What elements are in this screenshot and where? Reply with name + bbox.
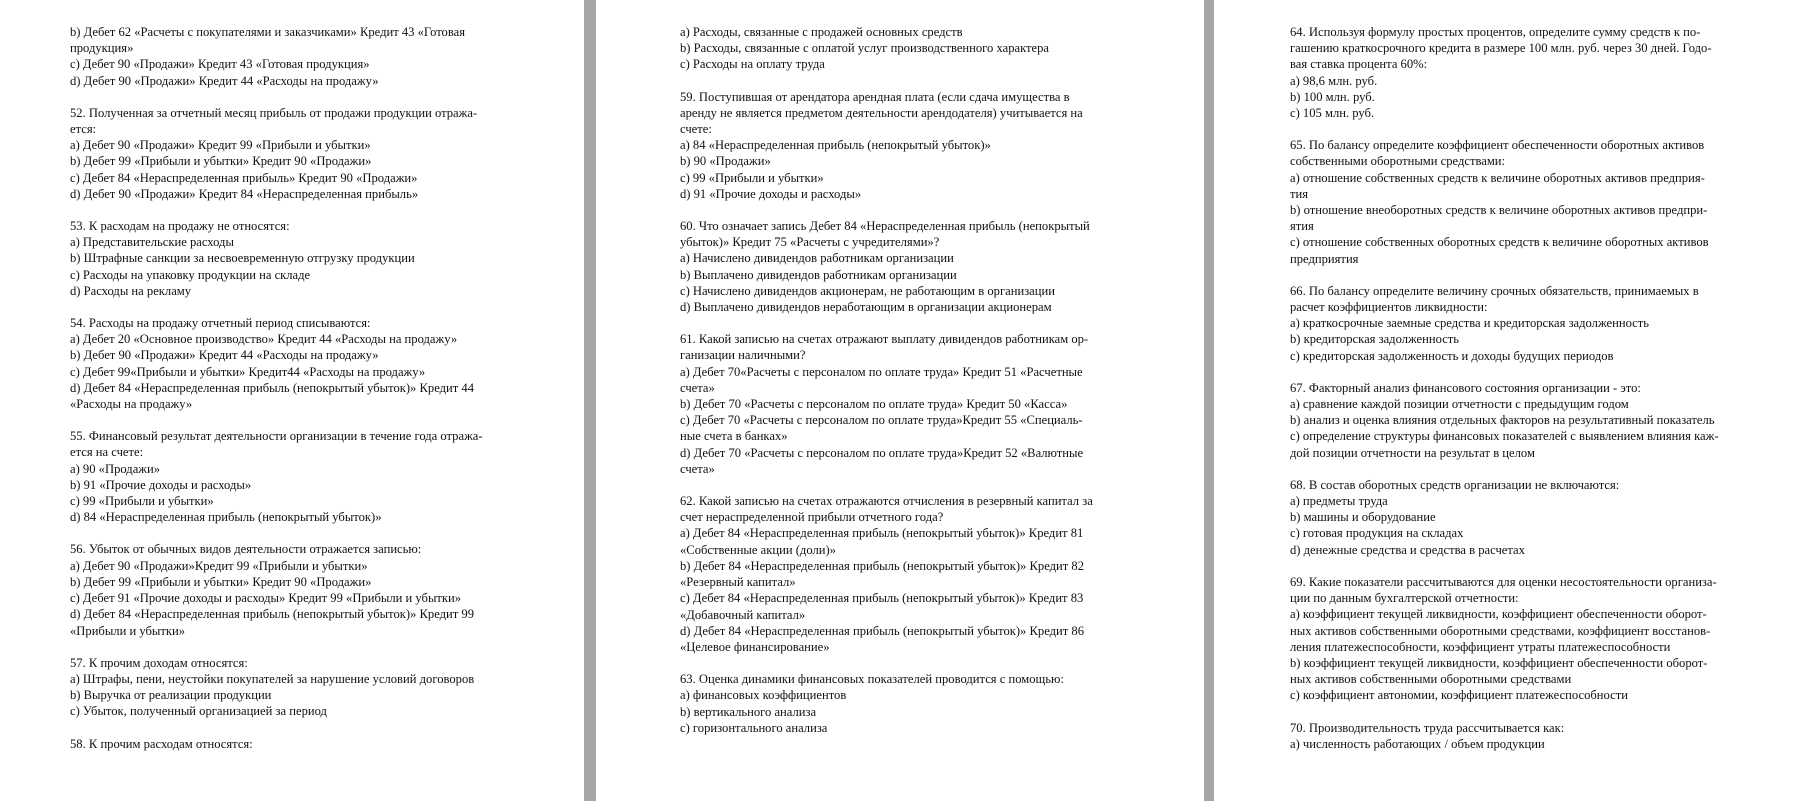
question-block (1290, 137, 1784, 267)
question-block (1290, 283, 1784, 364)
text-line: a) Дебет 90 «Продажи»Кредит 99 «Прибыли и убытки» (70, 558, 368, 573)
text-line: c) готовая продукция на складах (1290, 526, 1464, 541)
question-block (680, 24, 1164, 73)
text-line: b) кредиторская задолженность (1290, 332, 1460, 347)
text-line: c) определение структуры финансовых показателей с выявлением влияния каж- (1290, 429, 1719, 444)
text-line: d) 84 «Нераспределенная прибыль (непокрытый убыток)» (70, 510, 382, 525)
text-line: b) Дебет 84 «Нераспределенная прибыль (непокрытый убыток)» Кредит 82 (680, 558, 1085, 573)
text-line: d) Выплачено дивидендов неработающим в организации акционерам (680, 300, 1052, 315)
text-line: 60. Что означает запись Дебет 84 «Нераспределенная прибыль (непокрытый (680, 219, 1090, 234)
text-line: d) Дебет 90 «Продажи» Кредит 84 «Нераспределенная прибыль» (70, 186, 419, 201)
text-line: аренду не является предметом деятельности арендодателя) учитывается на (680, 105, 1083, 120)
text-line: c) Убыток, полученный организацией за период (70, 704, 327, 719)
text-line: 66. По балансу определите величину срочных обязательств, принимаемых в (1290, 283, 1699, 298)
text-line: a) 90 «Продажи» (70, 461, 161, 476)
text-line: счете: (680, 122, 712, 137)
text-line: b) анализ и оценка влияния отдельных факторов на результативный показатель (1290, 413, 1715, 428)
text-line: c) Дебет 70 «Расчеты с персоналом по оплате труда»Кредит 55 «Специаль- (680, 413, 1083, 428)
text-line: 52. Полученная за отчетный месяц прибыль от продажи продукции отража- (70, 105, 478, 120)
text-line: продукция» (70, 41, 134, 56)
text-line: 70. Производительность труда рассчитывается как: (1290, 720, 1565, 735)
text-line: b) 100 млн. руб. (1290, 89, 1375, 104)
text-line: a) Расходы, связанные с продажей основных средств (680, 25, 963, 39)
text-line: a) Начислено дивидендов работникам организации (680, 251, 954, 266)
text-line: c) отношение собственных оборотных средств к величине оборотных активов (1290, 235, 1709, 250)
page-1 (0, 0, 584, 801)
text-line: c) Начислено дивидендов акционерам, не работающим в организации (680, 283, 1055, 298)
text-line: тия (1290, 186, 1309, 201)
text-line: 59. Поступившая от арендатора арендная плата (если сдача имущества в (680, 89, 1070, 104)
text-line: «Резервный капитал» (680, 575, 796, 590)
text-line: счета» (680, 380, 715, 395)
text-line: c) 99 «Прибыли и убытки» (70, 494, 214, 509)
text-line: 57. К прочим доходам относятся: (70, 655, 248, 670)
text-line: d) Дебет 70 «Расчеты с персоналом по оплате труда»Кредит 52 «Валютные (680, 445, 1084, 460)
text-line: 56. Убыток от обычных видов деятельности отражается записью: (70, 542, 422, 557)
question-block (70, 218, 570, 299)
text-line: c) 99 «Прибыли и убытки» (680, 170, 824, 185)
text-line: предприятия (1290, 251, 1359, 266)
text-line: ных активов собственными оборотными средствами, коэффициент восстанов- (1290, 623, 1711, 638)
text-line: 61. Какой записью на счетах отражают выплату дивидендов работникам ор- (680, 332, 1089, 347)
text-line: «Добавочный капитал» (680, 607, 806, 622)
text-line: 69. Какие показатели рассчитываются для оценки несостоятельности организа- (1290, 574, 1717, 589)
text-line: b) Расходы, связанные с оплатой услуг производственного характера (680, 41, 1050, 56)
text-line: c) Дебет 90 «Продажи» Кредит 43 «Готовая продукция» (70, 57, 370, 72)
text-line: d) денежные средства и средства в расчетах (1290, 542, 1525, 557)
text-line: b) Дебет 62 «Расчеты с покупателями и заказчиками» Кредит 43 «Готовая (70, 25, 466, 39)
question-block (1290, 720, 1784, 752)
text-line: a) 98,6 млн. руб. (1290, 73, 1378, 88)
text-line: a) Дебет 90 «Продажи» Кредит 99 «Прибыли и убытки» (70, 138, 371, 153)
text-line: ганизации наличными? (680, 348, 806, 363)
text-line: счет нераспределенной прибыли отчетного года? (680, 510, 944, 525)
text-line: b) вертикального анализа (680, 704, 817, 719)
text-line: c) горизонтального анализа (680, 720, 828, 735)
text-line: a) Представительские расходы (70, 235, 234, 250)
text-line: a) численность работающих / объем продукции (1290, 736, 1545, 751)
text-line: 68. В состав оборотных средств организации не включаются: (1290, 477, 1620, 492)
text-line: c) Дебет 84 «Нераспределенная прибыль (непокрытый убыток)» Кредит 83 (680, 591, 1084, 606)
text-line: ется на счете: (70, 445, 144, 460)
text-line: «Расходы на продажу» (70, 397, 193, 412)
text-line: «Собственные акции (доли)» (680, 542, 836, 557)
text-line: a) краткосрочные заемные средства и кредиторская задолженность (1290, 316, 1650, 331)
question-block (680, 671, 1164, 736)
text-line: c) коэффициент автономии, коэффициент платежеспособности (1290, 688, 1628, 703)
text-line: c) Дебет 99«Прибыли и убытки» Кредит44 «Расходы на продажу» (70, 364, 426, 379)
text-line: d) Дебет 84 «Нераспределенная прибыль (непокрытый убыток)» Кредит 44 (70, 380, 475, 395)
text-line: b) Дебет 99 «Прибыли и убытки» Кредит 90 «Продажи» (70, 154, 372, 169)
text-line: d) 91 «Прочие доходы и расходы» (680, 186, 862, 201)
text-line: a) Дебет 20 «Основное производство» Кредит 44 «Расходы на продажу» (70, 332, 458, 347)
text-line: a) коэффициент текущей ликвидности, коэффициент обеспеченности оборот- (1290, 607, 1707, 622)
text-line: a) сравнение каждой позиции отчетности с предыдущим годом (1290, 397, 1629, 412)
question-block (70, 24, 570, 89)
text-line: гашению краткосрочного кредита в размере 100 млн. руб. через 30 дней. Годо- (1290, 41, 1712, 56)
text-line: b) Дебет 70 «Расчеты с персоналом по оплате труда» Кредит 50 «Касса» (680, 397, 1068, 412)
text-line: a) отношение собственных средств к величине оборотных активов предприя- (1290, 170, 1705, 185)
text-line: b) Дебет 90 «Продажи» Кредит 44 «Расходы на продажу» (70, 348, 379, 363)
text-line: 55. Финансовый результат деятельности организации в течение года отража- (70, 429, 483, 444)
text-line: 64. Используя формулу простых процентов, определите сумму средств к по- (1290, 25, 1701, 39)
page-2 (596, 0, 1204, 801)
text-line: счета» (680, 461, 715, 476)
question-block (680, 89, 1164, 202)
text-line: b) 90 «Продажи» (680, 154, 771, 169)
text-line: d) Дебет 90 «Продажи» Кредит 44 «Расходы на продажу» (70, 73, 379, 88)
text-line: b) Выплачено дивидендов работникам организации (680, 267, 957, 282)
text-line: a) предметы труда (1290, 494, 1388, 509)
text-line: ятия (1290, 219, 1314, 234)
text-line: c) кредиторская задолженность и доходы будущих периодов (1290, 348, 1614, 363)
text-line: ции по данным бухгалтерской отчетности: (1290, 591, 1519, 606)
text-line: c) Расходы на оплату труда (680, 57, 825, 72)
text-line: d) Дебет 84 «Нераспределенная прибыль (непокрытый убыток)» Кредит 99 (70, 607, 475, 622)
text-line: b) Штрафные санкции за несвоевременную отгрузку продукции (70, 251, 415, 266)
question-block (70, 655, 570, 720)
text-line: «Целевое финансирование» (680, 639, 830, 654)
text-line: собственными оборотными средствами: (1290, 154, 1506, 169)
question-block (1290, 574, 1784, 704)
question-block (680, 218, 1164, 315)
text-line: 62. Какой записью на счетах отражаются отчисления в резервный капитал за (680, 494, 1093, 509)
text-line: 65. По балансу определите коэффициент обеспеченности оборотных активов (1290, 138, 1705, 153)
question-block (1290, 477, 1784, 558)
text-line: c) Расходы на упаковку продукции на складе (70, 267, 311, 282)
text-line: b) коэффициент текущей ликвидности, коэффициент обеспеченности оборот- (1290, 655, 1708, 670)
question-block (1290, 380, 1784, 461)
text-line: вая ставка процента 60%: (1290, 57, 1428, 72)
question-block (70, 736, 570, 752)
text-line: a) Штрафы, пени, неустойки покупателей за нарушение условий договоров (70, 671, 475, 686)
text-line: 58. К прочим расходам относятся: (70, 736, 253, 751)
text-line: b) Дебет 99 «Прибыли и убытки» Кредит 90 «Продажи» (70, 574, 372, 589)
question-block (70, 428, 570, 525)
question-block (680, 331, 1164, 477)
text-line: d) Дебет 84 «Нераспределенная прибыль (непокрытый убыток)» Кредит 86 (680, 623, 1085, 638)
text-line: 63. Оценка динамики финансовых показателей проводится с помощью: (680, 672, 1064, 687)
text-line: c) Дебет 91 «Прочие доходы и расходы» Кредит 99 «Прибыли и убытки» (70, 591, 462, 606)
text-line: «Прибыли и убытки» (70, 623, 186, 638)
text-line: a) Дебет 70«Расчеты с персоналом по оплате труда» Кредит 51 «Расчетные (680, 364, 1083, 379)
text-line: d) Расходы на рекламу (70, 283, 192, 298)
text-line: a) финансовых коэффициентов (680, 688, 847, 703)
text-line: c) 105 млн. руб. (1290, 106, 1375, 121)
text-line: дой позиции отчетности на результат в целом (1290, 445, 1535, 460)
question-block (1290, 24, 1784, 121)
page-3 (1214, 0, 1806, 801)
text-line: ных активов собственными оборотными средствами (1290, 672, 1572, 687)
text-line: c) Дебет 84 «Нераспределенная прибыль» Кредит 90 «Продажи» (70, 170, 418, 185)
text-line: 53. К расходам на продажу не относятся: (70, 219, 290, 234)
question-block (680, 493, 1164, 655)
text-line: ется: (70, 122, 97, 137)
text-line: убыток)» Кредит 75 «Расчеты с учредителями»? (680, 235, 940, 250)
text-line: b) 91 «Прочие доходы и расходы» (70, 477, 252, 492)
text-line: ные счета в банках» (680, 429, 788, 444)
text-line: 67. Факторный анализ финансового состояния организации - это: (1290, 380, 1641, 395)
text-line: b) машины и оборудование (1290, 510, 1436, 525)
question-block (70, 541, 570, 638)
text-line: b) отношение внеоборотных средств к величине оборотных активов предпри- (1290, 203, 1708, 218)
text-line: ления платежеспособности, коэффициент утраты платежеспособности (1290, 639, 1671, 654)
question-block (70, 105, 570, 202)
text-line: a) 84 «Нераспределенная прибыль (непокрытый убыток)» (680, 138, 991, 153)
text-line: 54. Расходы на продажу отчетный период списываются: (70, 316, 371, 331)
text-line: b) Выручка от реализации продукции (70, 688, 272, 703)
text-line: a) Дебет 84 «Нераспределенная прибыль (непокрытый убыток)» Кредит 81 (680, 526, 1084, 541)
question-block (70, 315, 570, 412)
text-line: расчет коэффициентов ликвидности: (1290, 300, 1488, 315)
